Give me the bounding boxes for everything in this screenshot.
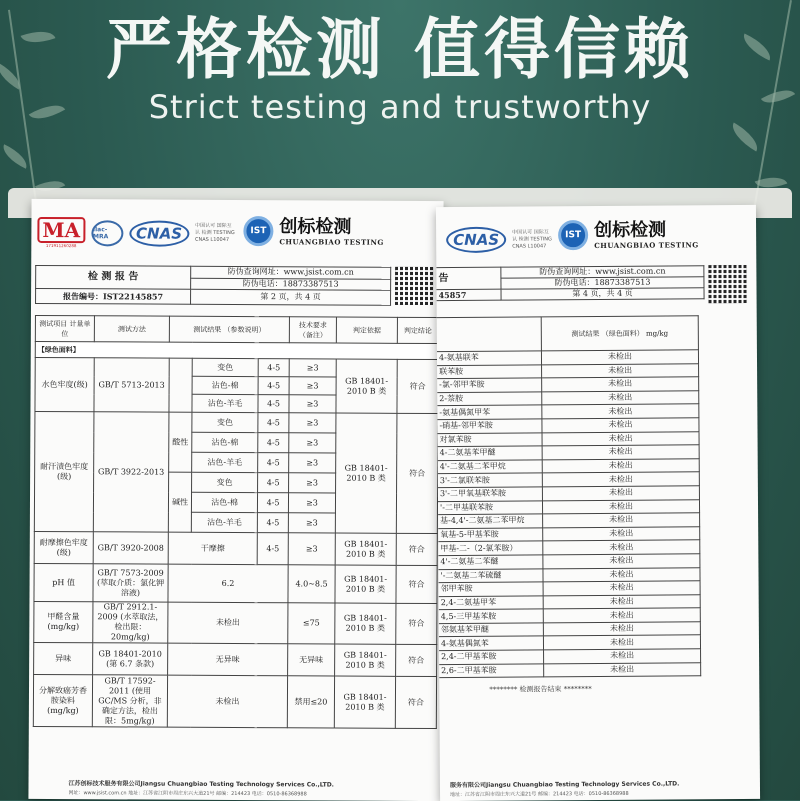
page-info: 第 4 页，共 4 页: [501, 288, 704, 300]
amine-value: 未检出: [543, 594, 700, 609]
results-table: [33, 315, 439, 729]
report-number: 报告编号：IST22145857: [36, 288, 191, 304]
ist-logo-icon: IST: [243, 216, 273, 246]
amine-value: 未检出: [543, 513, 700, 528]
table-cell-value: 4-5: [258, 473, 289, 493]
table-cell-concl: 符合: [396, 413, 438, 533]
table-cell-value: 4-5: [258, 433, 289, 453]
amine-value: 未检出: [542, 431, 699, 446]
table-cell-param: 沾色-棉: [192, 432, 258, 452]
doc-title: 告: [436, 267, 501, 289]
table-cell-param: 沾色-棉: [192, 376, 258, 394]
table-cell-req: ≥3: [289, 413, 336, 433]
brand-name-en: CHUANGBIAO TESTING: [279, 236, 384, 247]
amine-name: 4,5-三甲基苯胺: [439, 609, 544, 623]
amine-name: 基-4,4'-二氨基二苯甲烷: [438, 514, 543, 528]
cma-number: 171911260288: [45, 243, 77, 249]
report-header-table: [436, 265, 704, 301]
page-footer: 服务有限公司Jiangsu Chuangbiao Testing Technology Services Co.,LTD.: [449, 780, 680, 790]
amine-value: 未检出: [543, 622, 700, 637]
table-cell-param: 变色: [192, 472, 258, 492]
amine-value: 未检出: [543, 540, 700, 555]
table-cell-basis: GB 18401-2010 B 类: [334, 676, 395, 728]
table-cell-req: ≥3: [289, 395, 336, 413]
qr-code-icon: [708, 265, 746, 303]
table-cell-value: 4-5: [257, 533, 288, 565]
amine-name: 2-萘胺: [437, 392, 542, 406]
amine-value: 未检出: [543, 608, 700, 623]
qr-code-icon: [395, 267, 433, 305]
brand-name-cn: 创标检测: [279, 215, 352, 238]
report-header-table: [35, 265, 391, 306]
table-cell-item: 甲醛含量 (mg/kg): [34, 601, 93, 642]
table-cell-param: 变色: [192, 358, 258, 376]
end-note: ******** 检测报告结束 ********: [489, 685, 592, 694]
table-cell-basis: GB 18401-2010 B 类: [335, 413, 397, 533]
table-cell-method: GB/T 3920-2008: [93, 532, 168, 564]
table-cell-value: 4-5: [258, 377, 289, 395]
col-conclusion: 判定结论: [397, 317, 438, 343]
table-cell-value: 4-5: [257, 513, 288, 533]
doc-title: 检 测 报 告: [36, 265, 191, 289]
table-cell-req: ≥3: [289, 473, 336, 493]
table-cell-concl: 符合: [397, 359, 438, 413]
amine-value: 未检出: [544, 662, 701, 677]
table-cell-basis: GB 18401-2010 B 类: [335, 565, 396, 603]
table-cell-item: 分解致癌芳香胺染料(mg/kg): [33, 674, 92, 726]
table-cell-value: 4-5: [258, 359, 289, 377]
table-cell-item: 耐摩擦色牢度 (级): [34, 531, 93, 563]
table-cell-sub: 碱性: [168, 472, 191, 532]
table-cell-basis: GB 18401-2010 B 类: [335, 644, 396, 676]
amine-value: 未检出: [542, 377, 699, 392]
page-footer-address: 地址：江苏省江阴市周庄东兴大道21号 邮编：214423 电话：0510-86368988: [450, 790, 629, 799]
amine-name: 氧基-5-甲基苯胺: [438, 528, 543, 542]
amine-name: 4-二氨基苯甲醚: [438, 446, 543, 460]
cnas-note: 中国认可 国际互认 检测 TESTING CNAS L10047: [194, 222, 235, 243]
amine-value: 未检出: [542, 418, 699, 433]
table-cell-req: ≥3: [289, 377, 336, 395]
amine-name: 联苯胺: [437, 364, 542, 378]
banner-title-right: 值得信赖: [414, 11, 694, 88]
banner-title: [0, 6, 800, 94]
col-requirement: 技术要求 （备注）: [289, 317, 336, 343]
verify-site: 防伪查询网址：www.jsist.com.cn: [501, 266, 704, 278]
section-label: 【绿色面料】: [35, 341, 438, 359]
table-cell-concl: 符合: [396, 533, 437, 565]
table-cell-concl: 符合: [395, 676, 436, 728]
amine-name: -氯-邻甲苯胺: [437, 378, 542, 392]
amine-name: 邻甲苯胺: [439, 582, 544, 596]
table-cell-req: ≥3: [289, 453, 336, 473]
accreditation-logos: [446, 226, 552, 253]
col-result: 测试结果 （参数说明）: [169, 316, 289, 343]
amine-results-table: [437, 315, 702, 678]
amine-value: 未检出: [542, 445, 699, 460]
amine-value: 未检出: [543, 581, 700, 596]
amine-value: 未检出: [542, 391, 699, 406]
amine-name: 4-氨基偶氮苯: [439, 636, 544, 650]
amine-value: 未检出: [541, 350, 698, 365]
table-cell-req: ≥3: [288, 533, 335, 565]
table-cell-req: ≥3: [288, 513, 335, 533]
table-cell-item: 耐汗渍色牢度 (级): [34, 411, 94, 531]
amine-value: 未检出: [542, 459, 699, 474]
table-cell-value: 未检出: [167, 675, 287, 728]
report-page-2: [28, 199, 443, 801]
amine-name: 2,4-二甲基苯胺: [439, 650, 544, 664]
amine-value: 未检出: [543, 567, 700, 582]
amine-value: 未检出: [542, 363, 699, 378]
cma-logo: MA: [37, 217, 85, 243]
amine-value: 未检出: [542, 486, 699, 501]
brand: [558, 219, 699, 250]
amine-name: 对氯苯胺: [438, 432, 543, 446]
table-cell-basis: GB 18401-2010 B 类: [336, 359, 397, 413]
amine-value: 未检出: [544, 649, 701, 664]
amine-name: 邻氨基苯甲醚: [439, 623, 544, 637]
amine-name: '-二甲基联苯胺: [438, 500, 543, 514]
amine-name: 3'-二甲氧基联苯胺: [438, 487, 543, 501]
amine-name: -氨基偶氮甲苯: [437, 405, 542, 419]
page-footer-address: 网址：www.jsist.com.cn 地址：江苏省江阴市周庄东兴大道21号 邮编：214423 电话：0510-86368988: [68, 790, 307, 798]
table-cell-method: GB/T 3922-2013: [93, 412, 169, 532]
cnas-note: 中国认可 国际互认 检测 TESTING CNAS L10047: [512, 228, 552, 250]
table-cell-method: GB/T 17592-2011 (使用 GC/MS 分析，非确定方法，检出限：5mg/kg): [92, 675, 167, 727]
table-cell-method: GB 18401-2010 (第 6.7 条款): [93, 643, 168, 675]
page-info: 第 2 页，共 4 页: [191, 289, 391, 305]
amine-name: 2,4-二氨基甲苯: [439, 596, 544, 610]
table-cell-param: 沾色-羊毛: [192, 394, 258, 412]
verify-phone: 防伪电话：18873387513: [191, 278, 391, 291]
brand: [243, 216, 384, 247]
table-cell-concl: 符合: [396, 644, 437, 676]
amine-value: 未检出: [542, 472, 699, 487]
table-cell-basis: GB 18401-2010 B 类: [335, 533, 396, 565]
table-cell-sub: 酸性: [169, 412, 192, 472]
report-number: 45857: [437, 289, 502, 300]
table-cell-value: 未检出: [168, 602, 288, 644]
table-cell-param: 变色: [192, 412, 258, 432]
table-cell-item: 水色牢度(级): [35, 357, 94, 411]
col-result: 测试结果 （绿色面料） mg/kg: [541, 316, 698, 351]
ilac-logo: ilac-MRA: [91, 220, 123, 246]
table-cell-method: GB/T 2912.1-2009 (水萃取法，检出限：20mg/kg): [93, 602, 168, 643]
banner-subtitle: Strict testing and trustworthy: [148, 88, 652, 126]
table-cell-value: 4-5: [258, 413, 289, 433]
table-cell-param: 干摩擦: [168, 532, 257, 564]
brand-name-en: CHUANGBIAO TESTING: [594, 239, 699, 250]
table-cell-concl: 符合: [396, 603, 437, 644]
table-cell-req: ≥3: [288, 493, 335, 513]
table-cell-param: 沾色-羊毛: [191, 512, 257, 532]
table-cell-item: pH 值: [34, 563, 93, 601]
table-cell-concl: 符合: [396, 565, 437, 603]
table-cell-req: ≥3: [289, 359, 336, 377]
table-cell-item: 异味: [34, 642, 93, 674]
amine-name: -硝基-邻甲苯胺: [437, 419, 542, 433]
amine-value: 未检出: [543, 527, 700, 542]
verify-site: 防伪查询网址：www.jsist.com.cn: [191, 266, 391, 279]
table-cell-value: 4-5: [258, 395, 289, 413]
amine-value: 未检出: [542, 404, 699, 419]
amine-name: 4'-二氨基二苯醚: [438, 555, 543, 569]
amine-name: '-二氨基二苯硫醚: [438, 568, 543, 582]
table-cell-req: ≤75: [288, 603, 335, 644]
table-cell-param: 沾色-羊毛: [192, 452, 258, 472]
table-cell-basis: GB 18401-2010 B 类: [335, 603, 396, 644]
cnas-logo: CNAS: [129, 220, 189, 246]
table-cell-req: 禁用≤20: [287, 676, 334, 728]
amine-value: 未检出: [542, 499, 699, 514]
page-footer: 江苏创标技术服务有限公司Jiangsu Chuangbiao Testing Technology Services Co.,LTD.: [68, 780, 334, 789]
amine-name: 4'-二氨基二苯甲烷: [438, 460, 543, 474]
ist-logo-icon: IST: [558, 220, 588, 250]
table-cell-req: 4.0~8.5: [288, 565, 335, 603]
table-cell-method: GB/T 5713-2013: [94, 358, 169, 412]
amine-name: 3'-二氯联苯胺: [438, 473, 543, 487]
amine-name: 甲基-二-（2-氯苯胺）: [438, 541, 543, 555]
cnas-logo: CNAS: [446, 227, 506, 253]
accreditation-logos: [37, 217, 235, 249]
brand-name-cn: 创标检测: [594, 219, 667, 241]
amine-name: 4-氨基联苯: [437, 351, 542, 365]
table-cell-value: 无异味: [168, 643, 288, 676]
amine-value: 未检出: [543, 554, 700, 569]
banner-title-left: 严格检测: [106, 11, 386, 88]
table-cell-value: 4-5: [258, 453, 289, 473]
table-cell-method: GB/T 7573-2009 (萃取介质：氯化钾溶液): [93, 564, 168, 602]
col-method: 测试方法: [94, 316, 169, 342]
table-cell-value: 6.2: [168, 564, 288, 603]
table-row: [439, 662, 701, 677]
table-cell-req: 无异味: [288, 644, 335, 676]
report-page-4: [436, 205, 760, 801]
amine-value: 未检出: [543, 635, 700, 650]
col-basis: 判定依据: [336, 317, 397, 343]
amine-name: 2,6-二甲基苯胺: [439, 664, 544, 678]
col-item: 测试项目 计量单位: [35, 315, 94, 341]
verify-phone: 防伪电话：18873387513: [501, 277, 704, 289]
table-cell-param: 沾色-棉: [191, 492, 257, 512]
table-cell-req: ≥3: [289, 433, 336, 453]
table-cell-value: 4-5: [258, 493, 289, 513]
